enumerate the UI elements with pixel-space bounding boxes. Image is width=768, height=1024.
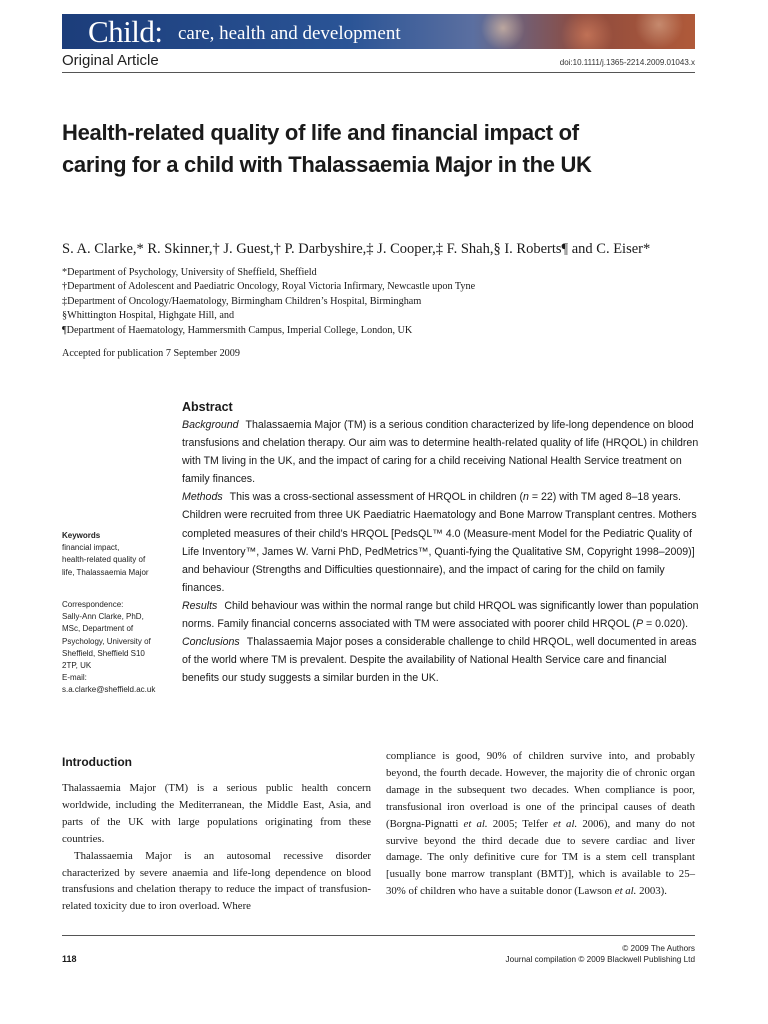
correspondence-line: Sally-Ann Clarke, PhD, xyxy=(62,612,144,622)
header-rule xyxy=(62,72,695,73)
keyword-line: life, Thalassaemia Major xyxy=(62,567,149,577)
affiliation: ¶Department of Haematology, Hammersmith Campus, Imperial College, London, UK xyxy=(62,324,413,336)
methods-n: n xyxy=(523,491,529,504)
article-title-line2: caring for a child with Thalassaemia Major in the UK xyxy=(62,152,592,177)
results-text-cont: = 0.020). xyxy=(643,618,689,631)
keywords-block xyxy=(62,530,172,579)
intro-paragraph: Thalassaemia Major is an autosomal recessive disorder characterized by severe anaemia and life-long dependence on blood transfusions and chelation therapy to reduce the impact of transfusion-related toxicity due to iron overload. Where xyxy=(62,849,371,913)
et-al: et al. xyxy=(553,817,578,830)
compilation-line: Journal compilation © 2009 Blackwell Publishing Ltd xyxy=(505,955,695,964)
correspondence-line: Sheffield, Sheffield S10 xyxy=(62,648,145,658)
methods-text-cont: = 22) with TM aged 8–18 years. Children were recruited from three UK Paediatric Haematology and Bone Marrow Transplant centres. Mothers completed measures of their child’s HRQOL [PedsQL™ 4.0 (Measure-ment Model for the Pediatric Quality of Life Inventory™, James W. Varni PhD, PedMetrics™, Quanti-fying the Qualitative SM, Copyright 1998–2009)] and behaviour (Strengths and Difficulties questionnaire), and the impact of caring for the child on family finances. xyxy=(182,491,697,594)
copyright-line: © 2009 The Authors xyxy=(622,944,695,953)
body-text: 2003). xyxy=(636,885,667,898)
keywords-heading: Keywords xyxy=(62,531,101,540)
correspondence-line: 2TP, UK xyxy=(62,661,92,671)
methods-label: Methods xyxy=(182,491,223,504)
conclusions-label: Conclusions xyxy=(182,636,240,649)
intro-paragraph-cont xyxy=(386,748,695,900)
correspondence-heading: Correspondence: xyxy=(62,600,124,609)
affiliation: †Department of Adolescent and Paediatric Oncology, Royal Victoria Infirmary, Newcastle upon Tyne xyxy=(62,281,476,293)
results-text: Child behaviour was within the normal range but child HRQOL was significantly lower than population norms. Family financial concerns associated with TM were associated with poorer child HRQOL ( xyxy=(182,599,699,631)
keyword-line: financial impact, xyxy=(62,543,120,553)
accepted-date: Accepted for publication 7 September 2009 xyxy=(62,348,240,359)
results-p: P xyxy=(635,618,644,631)
article-title-line1: Health-related quality of life and financial impact of xyxy=(62,120,579,145)
body-text: 2006), and many do not survive beyond the third decade due to severe cardiac and liver damage. The only definitive cure for TM is a stem cell transplant [usually bone marrow transplant (BMT)], which is available to 25–30% of children who have a suitable donor (Lawson xyxy=(386,817,696,898)
footer-rule xyxy=(62,935,695,936)
keyword-line: health-related quality of xyxy=(62,555,146,565)
doi[interactable]: doi:10.1111/j.1365-2214.2009.01043.x xyxy=(559,58,695,67)
intro-paragraph: Thalassaemia Major (TM) is a serious public health concern worldwide, including the Mediterranean, the Middle East, Asia, and parts of the UK with large populations originating from these countries. xyxy=(62,782,371,845)
affiliation: *Department of Psychology, University of Sheffield, Sheffield xyxy=(62,267,317,278)
correspondence-line: Psychology, University of xyxy=(62,636,151,646)
body-text: compliance is good, 90% of children survive into, and probably beyond, the fourth decade. However, the majority die of chronic organ damage in the subsequent two decades. When compliance is poor, transfusional iron overload is one of the principal causes of death (Borgna-Pignatti xyxy=(386,750,695,830)
journal-subtitle: care, health and development xyxy=(178,23,401,44)
background-label: Background xyxy=(182,419,239,431)
background-text: Thalassaemia Major (TM) is a serious condition characterized by life-long dependence on blood transfusions and chelation therapy. Our aim was to determine health-related quality of life (HRQOL) in children with TM living in the UK, and the impact of caring for a child receiving National Health Service treatment on family finances. xyxy=(182,419,699,486)
banner-photo xyxy=(455,14,695,49)
article-title xyxy=(62,117,702,181)
journal-title: Child: xyxy=(88,14,163,49)
body-column-right xyxy=(386,748,695,900)
abstract xyxy=(182,399,702,687)
body-text: 2005; Telfer xyxy=(487,817,554,830)
correspondence-block xyxy=(62,599,172,697)
email-link[interactable]: s.a.clarke@sheffield.ac.uk xyxy=(62,685,156,695)
affiliation: ‡Department of Oncology/Haematology, Birmingham Children’s Hospital, Birmingham xyxy=(62,295,422,307)
article-type: Original Article xyxy=(62,52,159,69)
methods-text: This was a cross-sectional assessment of HRQOL in children ( xyxy=(229,491,524,504)
affiliations xyxy=(62,266,702,338)
abstract-results xyxy=(182,597,702,633)
conclusions-text: Thalassaemia Major poses a considerable challenge to child HRQOL, well documented in areas of the world where TM is prevalent. Despite the availability of National Health Service care and financial benefits our study suggests a similar burden in the UK. xyxy=(182,636,697,685)
author-list: S. A. Clarke,* R. Skinner,† J. Guest,† P. Darbyshire,‡ J. Cooper,‡ F. Shah,§ I. Roberts¶ and C. Eiser* xyxy=(62,241,651,257)
et-al: et al. xyxy=(614,885,637,898)
journal-banner xyxy=(62,14,695,49)
email-heading: E-mail: xyxy=(62,673,87,683)
et-al: et al. xyxy=(463,817,488,830)
introduction-heading: Introduction xyxy=(62,755,132,769)
abstract-heading: Abstract xyxy=(182,400,233,414)
abstract-background xyxy=(182,416,702,488)
footer-copyright xyxy=(506,943,695,965)
affiliation: §Whittington Hospital, Highgate Hill, and xyxy=(62,310,235,322)
page-number: 118 xyxy=(62,954,77,964)
abstract-conclusions xyxy=(182,633,702,687)
results-label: Results xyxy=(182,599,218,612)
correspondence-line: MSc, Department of xyxy=(62,624,134,634)
body-column-left xyxy=(62,780,371,915)
abstract-methods xyxy=(182,488,702,597)
